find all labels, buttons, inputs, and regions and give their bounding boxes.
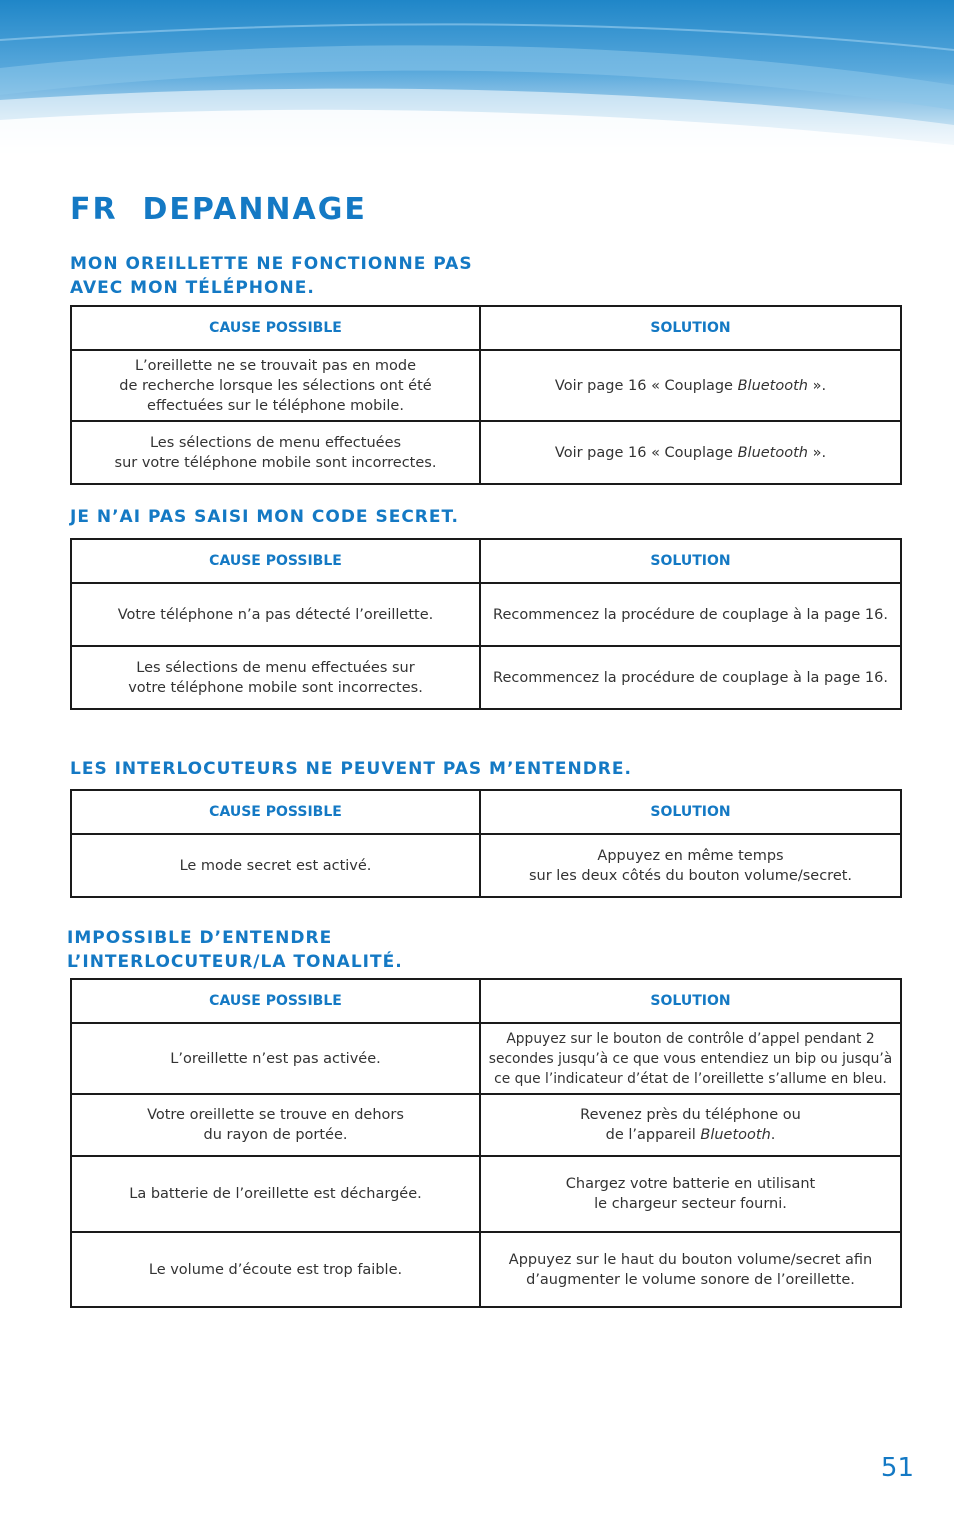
table-header-row bbox=[71, 979, 901, 1023]
table-row bbox=[71, 421, 901, 484]
section-title-line: JE N’AI PAS SAISI MON CODE SECRET. bbox=[70, 507, 459, 527]
cause-line: votre téléphone mobile sont incorrectes. bbox=[128, 679, 423, 696]
cause-line: Le mode secret est activé. bbox=[179, 857, 372, 874]
table-row bbox=[71, 646, 901, 709]
bluetooth-term: Bluetooth bbox=[700, 1127, 771, 1143]
solution-header: SOLUTION bbox=[480, 790, 901, 834]
cause-line: Le volume d’écoute est trop faible. bbox=[148, 1261, 403, 1278]
cause-cell bbox=[71, 646, 480, 709]
solution-line bbox=[487, 376, 894, 396]
solution-header: SOLUTION bbox=[480, 539, 901, 583]
cause-line: sur votre téléphone mobile sont incorrectes. bbox=[114, 454, 437, 471]
solution-cell bbox=[480, 1232, 901, 1307]
section-title-line: MON OREILLETTE NE FONCTIONNE PAS bbox=[70, 254, 473, 274]
troubleshooting-table bbox=[70, 789, 902, 898]
table-row bbox=[71, 1023, 901, 1094]
table-row bbox=[71, 1094, 901, 1156]
section-title-line: IMPOSSIBLE D’ENTENDRE bbox=[67, 928, 333, 948]
section-title bbox=[70, 252, 473, 300]
solution-header: SOLUTION bbox=[480, 306, 901, 350]
section-title-line: LES INTERLOCUTEURS NE PEUVENT PAS M’ENTENDRE. bbox=[70, 759, 632, 779]
solution-line: d’augmenter le volume sonore de l’oreillette. bbox=[526, 1271, 855, 1288]
solution-cell bbox=[480, 583, 901, 646]
bluetooth-term: Bluetooth bbox=[737, 377, 808, 394]
solution-line: Revenez près du téléphone ou bbox=[580, 1107, 801, 1123]
solution-cell bbox=[480, 646, 901, 709]
solution-cell bbox=[480, 1023, 901, 1094]
cause-line: Votre téléphone n’a pas détecté l’oreillette. bbox=[117, 606, 434, 623]
solution-line: Chargez votre batterie en utilisant bbox=[565, 1176, 816, 1192]
solution-text: de l’appareil bbox=[605, 1127, 701, 1143]
table-row bbox=[71, 350, 901, 421]
bluetooth-term: Bluetooth bbox=[737, 444, 808, 461]
cause-line: L’oreillette ne se trouvait pas en mode bbox=[134, 357, 417, 374]
section-title bbox=[70, 505, 459, 529]
table-header-row bbox=[71, 306, 901, 350]
solution-line: Appuyez en même temps bbox=[597, 847, 784, 864]
cause-line: du rayon de portée. bbox=[203, 1127, 348, 1143]
table-row bbox=[71, 1156, 901, 1232]
cause-line: Les sélections de menu effectuées sur bbox=[136, 659, 415, 676]
cause-line: Votre oreillette se trouve en dehors bbox=[147, 1107, 404, 1123]
solution-line: Recommencez la procédure de couplage à la page 16. bbox=[493, 669, 888, 686]
solution-line: le chargeur secteur fourni. bbox=[594, 1196, 787, 1212]
solution-text: . bbox=[770, 1127, 776, 1143]
solution-cell bbox=[480, 834, 901, 897]
solution-cell bbox=[480, 1094, 901, 1156]
section-title-line: L’INTERLOCUTEUR/LA TONALITÉ. bbox=[67, 952, 403, 972]
table-row bbox=[71, 583, 901, 646]
cause-line: effectuées sur le téléphone mobile. bbox=[147, 397, 404, 414]
solution-text: ». bbox=[807, 377, 827, 394]
cause-line: Les sélections de menu effectuées bbox=[149, 434, 402, 451]
solution-cell bbox=[480, 1156, 901, 1232]
solution-line: ce que l’indicateur d’état de l’oreillette s’allume en bleu. bbox=[494, 1070, 887, 1087]
solution-text: Voir page 16 « Couplage bbox=[554, 377, 738, 394]
cause-cell bbox=[71, 350, 480, 421]
page-number: 51 bbox=[880, 1453, 914, 1483]
table-header-row bbox=[71, 790, 901, 834]
solution-line bbox=[487, 1125, 894, 1145]
cause-cell bbox=[71, 1023, 480, 1094]
cause-header: CAUSE POSSIBLE bbox=[71, 306, 480, 350]
solution-cell bbox=[480, 421, 901, 484]
table-row bbox=[71, 834, 901, 897]
section-title-line: AVEC MON TÉLÉPHONE. bbox=[70, 278, 315, 298]
solution-line: Recommencez la procédure de couplage à la page 16. bbox=[493, 606, 888, 623]
cause-cell bbox=[71, 1232, 480, 1307]
solution-line: Appuyez sur le bouton de contrôle d’appel pendant 2 bbox=[506, 1030, 875, 1047]
solution-header: SOLUTION bbox=[480, 979, 901, 1023]
cause-cell bbox=[71, 1094, 480, 1156]
header-wave-banner bbox=[0, 0, 954, 160]
table-row bbox=[71, 1232, 901, 1307]
page-title: FR DEPANNAGE bbox=[70, 192, 367, 227]
cause-cell bbox=[71, 834, 480, 897]
solution-line: Appuyez sur le haut du bouton volume/secret afin bbox=[508, 1251, 873, 1268]
solution-cell bbox=[480, 350, 901, 421]
cause-cell bbox=[71, 1156, 480, 1232]
section-title bbox=[70, 757, 632, 781]
section-title bbox=[67, 926, 403, 974]
cause-header: CAUSE POSSIBLE bbox=[71, 979, 480, 1023]
cause-cell bbox=[71, 421, 480, 484]
cause-header: CAUSE POSSIBLE bbox=[71, 539, 480, 583]
cause-header: CAUSE POSSIBLE bbox=[71, 790, 480, 834]
table-header-row bbox=[71, 539, 901, 583]
cause-line: La batterie de l’oreillette est déchargée. bbox=[129, 1186, 422, 1202]
cause-line: L’oreillette n’est pas activée. bbox=[170, 1050, 381, 1067]
solution-text: ». bbox=[807, 444, 827, 461]
troubleshooting-table bbox=[70, 978, 902, 1308]
troubleshooting-table bbox=[70, 538, 902, 710]
cause-line: de recherche lorsque les sélections ont été bbox=[119, 377, 432, 394]
solution-text: Voir page 16 « Couplage bbox=[554, 444, 738, 461]
cause-cell bbox=[71, 583, 480, 646]
solution-line: secondes jusqu’à ce que vous entendiez un bip ou jusqu’à bbox=[488, 1050, 893, 1067]
troubleshooting-table bbox=[70, 305, 902, 485]
solution-line bbox=[487, 443, 894, 463]
solution-line: sur les deux côtés du bouton volume/secret. bbox=[528, 867, 853, 884]
